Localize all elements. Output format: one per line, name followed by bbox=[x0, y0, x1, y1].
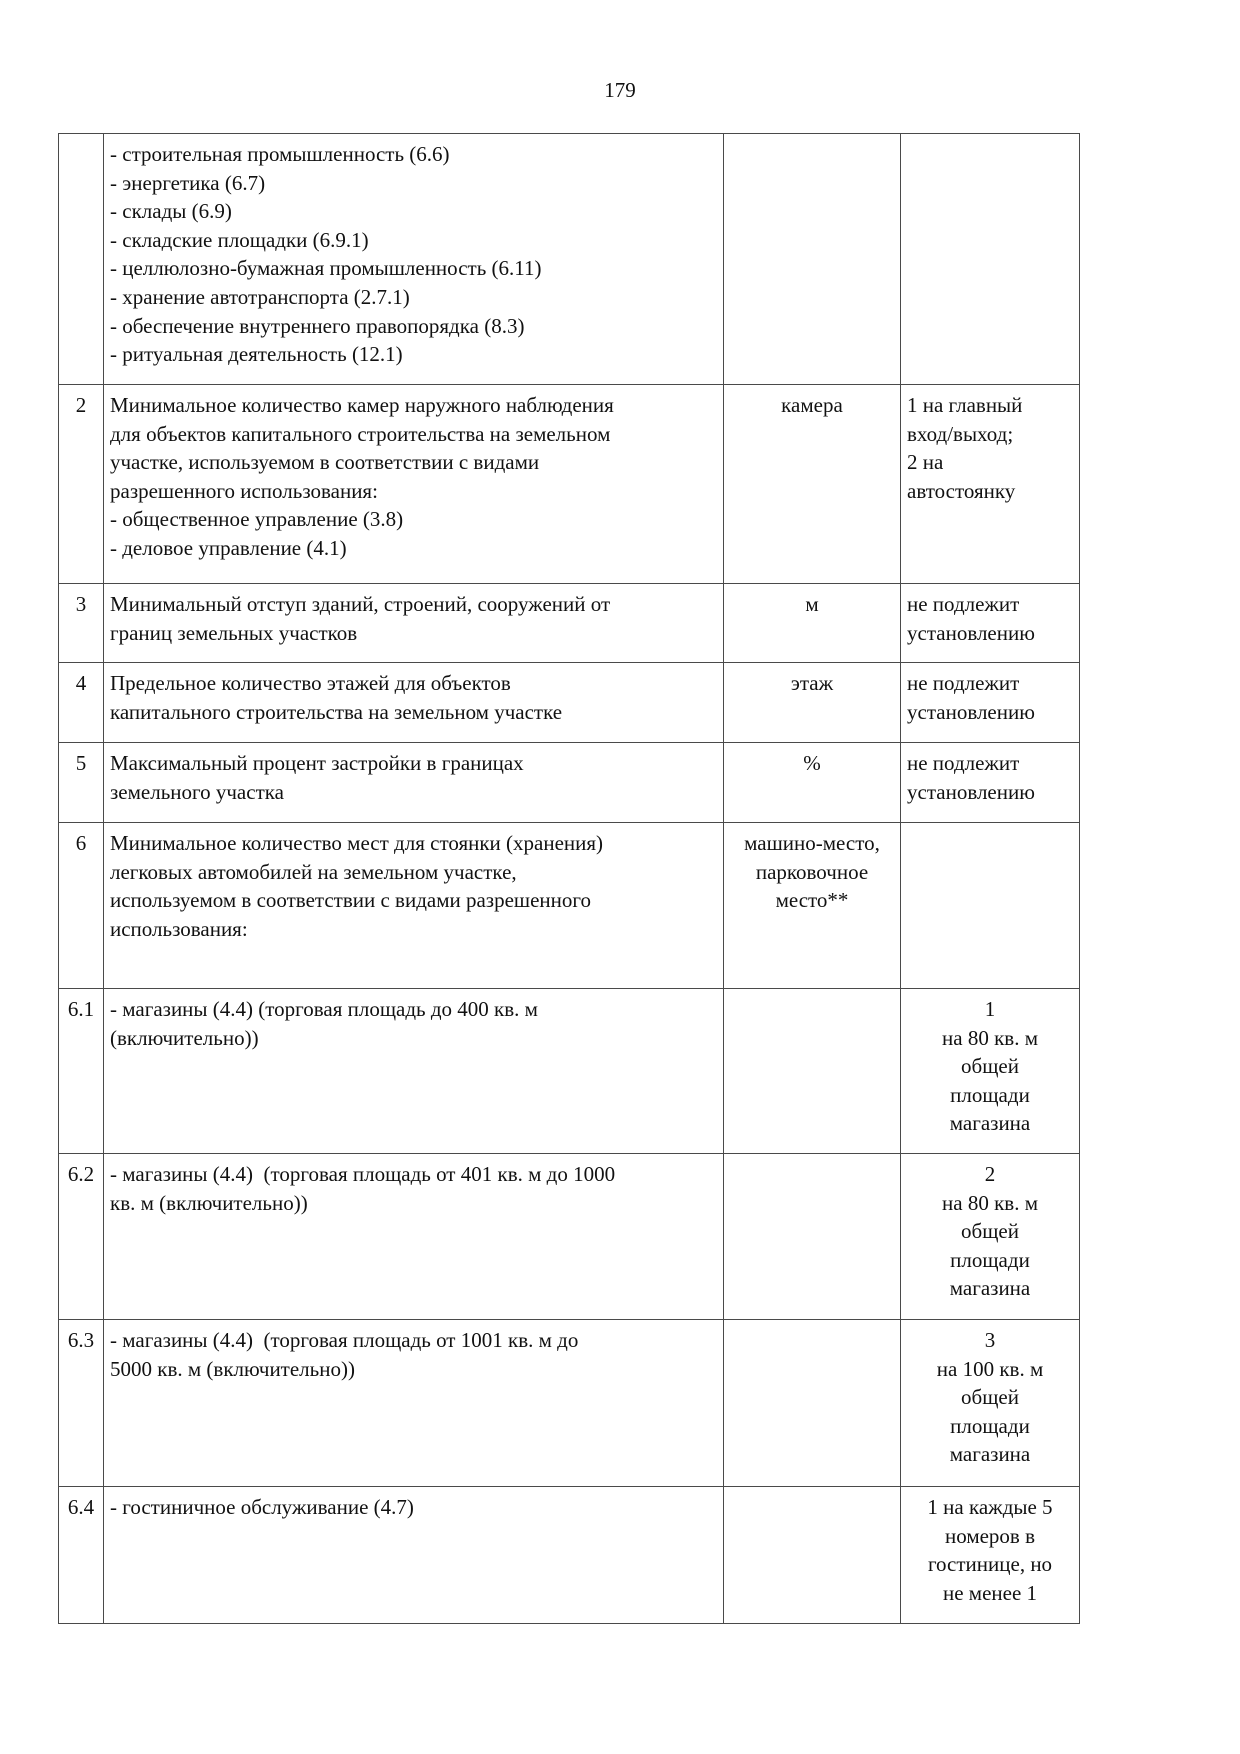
description-line: - хранение автотранспорта (2.7.1) bbox=[110, 284, 410, 309]
description-cell bbox=[104, 743, 724, 823]
value-line: магазина bbox=[949, 1276, 1031, 1301]
value-line: вход/выход; bbox=[907, 421, 1014, 446]
table-row bbox=[59, 134, 1080, 385]
table-row bbox=[59, 743, 1080, 823]
page-number: 179 bbox=[604, 78, 636, 102]
unit-line: камера bbox=[781, 393, 843, 417]
description-line: Предельное количество этажей для объектов bbox=[110, 671, 511, 695]
unit-cell bbox=[724, 134, 901, 385]
description-line: - склады (6.9) bbox=[110, 199, 232, 224]
value-line: 2 на bbox=[907, 450, 944, 475]
description-cell bbox=[104, 1320, 724, 1487]
value-line: на 80 кв. м bbox=[942, 1025, 1038, 1050]
row-number-cell: 3 bbox=[59, 584, 104, 663]
description-line: - магазины (4.4) (торговая площадь от 401 кв. м до 1000 bbox=[110, 1162, 616, 1186]
value-line: не менее 1 bbox=[942, 1580, 1038, 1605]
description-line: разрешенного использования: bbox=[110, 478, 378, 503]
description-line: - складские площадки (6.9.1) bbox=[110, 227, 369, 252]
value-cell bbox=[901, 584, 1080, 663]
value-cell bbox=[901, 989, 1080, 1154]
value-cell bbox=[901, 663, 1080, 743]
unit-cell bbox=[724, 584, 901, 663]
value-line: магазина bbox=[949, 1442, 1031, 1467]
unit-line: % bbox=[803, 751, 821, 775]
value-line: установлению bbox=[907, 779, 1035, 804]
description-line: - ритуальная деятельность (12.1) bbox=[110, 342, 403, 367]
value-cell bbox=[901, 1154, 1080, 1320]
description-line: земельного участка bbox=[110, 779, 284, 804]
value-line: на 80 кв. м bbox=[942, 1190, 1038, 1215]
value-line: на 100 кв. м bbox=[936, 1356, 1044, 1381]
value-line: общей bbox=[961, 1385, 1019, 1410]
description-cell bbox=[104, 823, 724, 989]
row-number-cell: 6.2 bbox=[59, 1154, 104, 1320]
description-line: легковых автомобилей на земельном участке, bbox=[110, 859, 517, 884]
description-line: - целлюлозно-бумажная промышленность (6.11) bbox=[110, 256, 542, 281]
value-cell bbox=[901, 823, 1080, 989]
value-cell bbox=[901, 134, 1080, 385]
value-line: площади bbox=[950, 1413, 1030, 1438]
description-line: - обеспечение внутреннего правопорядка (8.3) bbox=[110, 313, 525, 338]
row-number-cell: 5 bbox=[59, 743, 104, 823]
description-line: капитального строительства на земельном участке bbox=[110, 699, 563, 724]
unit-cell bbox=[724, 823, 901, 989]
unit-line: машино-место, bbox=[744, 831, 880, 855]
description-line: - магазины (4.4) (торговая площадь от 1001 кв. м до bbox=[110, 1328, 579, 1352]
row-number-cell: 2 bbox=[59, 385, 104, 584]
description-line: - энергетика (6.7) bbox=[110, 170, 266, 195]
unit-cell bbox=[724, 385, 901, 584]
value-line: установлению bbox=[907, 699, 1035, 724]
unit-line: место** bbox=[775, 888, 849, 913]
description-line: для объектов капитального строительства на земельном bbox=[110, 421, 611, 446]
value-line: площади bbox=[950, 1082, 1030, 1107]
description-line: используемом в соответствии с видами разрешенного bbox=[110, 888, 591, 913]
description-line: участке, используемом в соответствии с видами bbox=[110, 450, 540, 475]
description-cell bbox=[104, 584, 724, 663]
value-line: номеров в bbox=[944, 1523, 1036, 1548]
table-row bbox=[59, 385, 1080, 584]
description-line: Минимальный отступ зданий, строений, сооружений от bbox=[110, 592, 611, 616]
value-cell bbox=[901, 1320, 1080, 1487]
row-number-cell: 6 bbox=[59, 823, 104, 989]
description-line: 5000 кв. м (включительно)) bbox=[110, 1356, 355, 1381]
description-line: кв. м (включительно)) bbox=[110, 1190, 308, 1215]
unit-cell bbox=[724, 663, 901, 743]
value-cell bbox=[901, 385, 1080, 584]
unit-cell bbox=[724, 989, 901, 1154]
unit-line: этаж bbox=[790, 671, 834, 695]
table-row bbox=[59, 1487, 1080, 1624]
row-number-cell: 6.3 bbox=[59, 1320, 104, 1487]
unit-cell bbox=[724, 1487, 901, 1624]
value-line: 1 bbox=[984, 997, 996, 1021]
value-line: 3 bbox=[984, 1328, 996, 1352]
value-line: общей bbox=[961, 1219, 1019, 1244]
description-cell bbox=[104, 385, 724, 584]
unit-line: м bbox=[805, 592, 819, 616]
description-cell bbox=[104, 1487, 724, 1624]
unit-line: парковочное bbox=[755, 859, 869, 884]
table-row bbox=[59, 663, 1080, 743]
table-row bbox=[59, 1320, 1080, 1487]
description-line: Минимальное количество мест для стоянки (хранения) bbox=[110, 831, 604, 855]
row-number-cell: 6.1 bbox=[59, 989, 104, 1154]
description-line: Минимальное количество камер наружного наблюдения bbox=[110, 393, 614, 417]
description-line: - строительная промышленность (6.6) bbox=[110, 142, 450, 166]
value-line: общей bbox=[961, 1054, 1019, 1079]
description-line: (включительно)) bbox=[110, 1025, 259, 1050]
value-line: 2 bbox=[984, 1162, 996, 1186]
value-line: автостоянку bbox=[907, 478, 1016, 503]
description-line: - магазины (4.4) (торговая площадь до 400 кв. м bbox=[110, 997, 538, 1021]
value-cell bbox=[901, 743, 1080, 823]
table-row bbox=[59, 1154, 1080, 1320]
unit-cell bbox=[724, 1320, 901, 1487]
regulations-table bbox=[58, 133, 1080, 1624]
description-line: - общественное управление (3.8) bbox=[110, 507, 404, 532]
value-line: не подлежит bbox=[907, 671, 1020, 695]
table-body bbox=[59, 134, 1080, 1624]
description-line: Максимальный процент застройки в границах bbox=[110, 751, 524, 775]
value-line: 1 на каждые 5 bbox=[927, 1495, 1053, 1519]
value-line: площади bbox=[950, 1247, 1030, 1272]
row-number-cell bbox=[59, 134, 104, 385]
table-row bbox=[59, 823, 1080, 989]
row-number-cell: 6.4 bbox=[59, 1487, 104, 1624]
value-line: 1 на главный bbox=[907, 393, 1023, 417]
value-cell bbox=[901, 1487, 1080, 1624]
value-line: не подлежит bbox=[907, 592, 1020, 616]
value-line: магазина bbox=[949, 1111, 1031, 1136]
value-line: установлению bbox=[907, 620, 1035, 645]
unit-cell bbox=[724, 743, 901, 823]
description-cell bbox=[104, 1154, 724, 1320]
description-cell bbox=[104, 989, 724, 1154]
description-cell bbox=[104, 134, 724, 385]
description-cell bbox=[104, 663, 724, 743]
table-row bbox=[59, 584, 1080, 663]
value-line: не подлежит bbox=[907, 751, 1020, 775]
value-line: гостинице, но bbox=[927, 1552, 1053, 1577]
description-line: - гостиничное обслуживание (4.7) bbox=[110, 1495, 414, 1519]
table-row bbox=[59, 989, 1080, 1154]
description-line: использования: bbox=[110, 916, 248, 941]
description-line: границ земельных участков bbox=[110, 620, 358, 645]
row-number-cell: 4 bbox=[59, 663, 104, 743]
unit-cell bbox=[724, 1154, 901, 1320]
description-line: - деловое управление (4.1) bbox=[110, 535, 347, 560]
